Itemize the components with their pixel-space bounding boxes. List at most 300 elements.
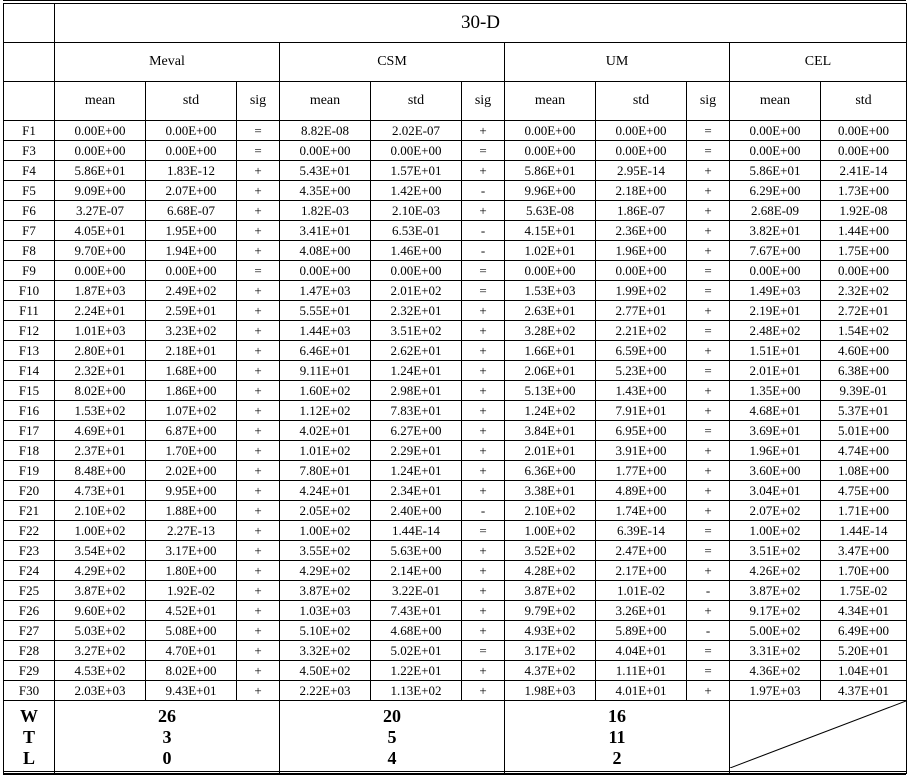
table-cell: 1.73E+00	[821, 181, 907, 201]
table-cell: +	[687, 601, 730, 621]
table-cell: 1.54E+02	[821, 321, 907, 341]
table-cell: 3.23E+02	[146, 321, 237, 341]
table-cell: 2.18E+00	[596, 181, 687, 201]
table-cell: 1.53E+03	[505, 281, 596, 301]
table-cell: 6.59E+00	[596, 341, 687, 361]
table-row	[4, 461, 907, 481]
table-cell: +	[462, 561, 505, 581]
table-cell: 3.91E+00	[596, 441, 687, 461]
table-row	[4, 421, 907, 441]
table-cell: 4.26E+02	[730, 561, 821, 581]
wtl-um-w: 16	[608, 705, 626, 726]
table-row	[4, 601, 907, 621]
table-cell: 0.00E+00	[821, 141, 907, 161]
table-cell: +	[462, 581, 505, 601]
wtl-meval-t: 3	[162, 726, 172, 747]
subheader-sig: sig	[462, 82, 505, 121]
function-label: F28	[4, 641, 55, 661]
table-cell: +	[462, 621, 505, 641]
table-cell: 2.37E+01	[55, 441, 146, 461]
table-cell: +	[462, 461, 505, 481]
table-cell: =	[687, 421, 730, 441]
table-cell: 3.84E+01	[505, 421, 596, 441]
wtl-labels	[4, 701, 55, 774]
table-cell: +	[687, 461, 730, 481]
function-label: F6	[4, 201, 55, 221]
table-cell: 2.41E-14	[821, 161, 907, 181]
table-cell: 2.06E+01	[505, 361, 596, 381]
table-cell: 4.08E+00	[280, 241, 371, 261]
table-cell: 1.13E+02	[371, 681, 462, 701]
table-cell: 3.87E+02	[730, 581, 821, 601]
table-cell: 2.36E+00	[596, 221, 687, 241]
table-cell: 6.29E+00	[730, 181, 821, 201]
table-cell: 1.03E+03	[280, 601, 371, 621]
table-cell: 3.47E+00	[821, 541, 907, 561]
table-cell: 8.82E-08	[280, 121, 371, 141]
table-cell: 3.51E+02	[371, 321, 462, 341]
table-cell: +	[237, 361, 280, 381]
table-cell: +	[237, 281, 280, 301]
table-cell: 1.00E+02	[55, 521, 146, 541]
wtl-csm-w: 20	[383, 705, 401, 726]
function-label: F22	[4, 521, 55, 541]
table-cell: 1.95E+00	[146, 221, 237, 241]
table-cell: +	[237, 221, 280, 241]
table-cell: 1.24E+02	[505, 401, 596, 421]
table-cell: -	[462, 241, 505, 261]
wtl-um	[505, 701, 730, 774]
table-row	[4, 481, 907, 501]
table-cell: 7.43E+01	[371, 601, 462, 621]
table-cell: 0.00E+00	[505, 261, 596, 281]
table-cell: 2.10E-03	[371, 201, 462, 221]
table-cell: 6.38E+00	[821, 361, 907, 381]
table-cell: +	[237, 161, 280, 181]
table-cell: 1.46E+00	[371, 241, 462, 261]
table-cell: 3.28E+02	[505, 321, 596, 341]
function-label: F18	[4, 441, 55, 461]
table-cell: +	[687, 181, 730, 201]
table-cell: =	[462, 521, 505, 541]
table-cell: 2.48E+02	[730, 321, 821, 341]
table-cell: =	[687, 521, 730, 541]
table-cell: 0.00E+00	[596, 141, 687, 161]
table-cell: 2.32E+01	[55, 361, 146, 381]
table-cell: 0.00E+00	[55, 121, 146, 141]
algorithm-header-meval: Meval	[55, 43, 280, 82]
table-cell: 3.32E+02	[280, 641, 371, 661]
table-cell: +	[687, 501, 730, 521]
table-cell: 1.96E+01	[730, 441, 821, 461]
table-cell: +	[462, 681, 505, 701]
table-cell: 3.04E+01	[730, 481, 821, 501]
table-cell: +	[237, 661, 280, 681]
table-cell: 1.22E+01	[371, 661, 462, 681]
table-cell: 2.02E-07	[371, 121, 462, 141]
table-cell: 4.37E+01	[821, 681, 907, 701]
table-cell: +	[462, 321, 505, 341]
table-cell: 4.37E+02	[505, 661, 596, 681]
function-label: F3	[4, 141, 55, 161]
table-cell: 2.62E+01	[371, 341, 462, 361]
table-cell: 0.00E+00	[730, 261, 821, 281]
table-cell: 6.49E+00	[821, 621, 907, 641]
subheader-std: std	[146, 82, 237, 121]
table-cell: 7.67E+00	[730, 241, 821, 261]
wtl-um-t: 11	[608, 726, 626, 747]
table-cell: =	[237, 141, 280, 161]
table-cell: 3.60E+00	[730, 461, 821, 481]
table-cell: 3.82E+01	[730, 221, 821, 241]
table-cell: +	[462, 341, 505, 361]
table-cell: 2.72E+01	[821, 301, 907, 321]
table-row	[4, 541, 907, 561]
table-cell: +	[237, 481, 280, 501]
table-cell: 5.86E+01	[55, 161, 146, 181]
table-cell: 9.11E+01	[280, 361, 371, 381]
subheader-sig: sig	[687, 82, 730, 121]
wtl-cel-empty	[730, 701, 907, 774]
table-cell: 0.00E+00	[730, 141, 821, 161]
table-cell: 4.01E+01	[596, 681, 687, 701]
table-cell: 1.74E+00	[596, 501, 687, 521]
table-cell: 2.34E+01	[371, 481, 462, 501]
table-cell: 1.42E+00	[371, 181, 462, 201]
table-row	[4, 181, 907, 201]
table-cell: 0.00E+00	[371, 261, 462, 281]
table-cell: 2.47E+00	[596, 541, 687, 561]
table-cell: +	[237, 181, 280, 201]
table-cell: 2.80E+01	[55, 341, 146, 361]
table-cell: 9.39E-01	[821, 381, 907, 401]
table-cell: +	[237, 601, 280, 621]
table-cell: -	[687, 621, 730, 641]
table-cell: 1.94E+00	[146, 241, 237, 261]
function-label: F14	[4, 361, 55, 381]
function-label: F26	[4, 601, 55, 621]
table-cell: 1.02E+01	[505, 241, 596, 261]
table-cell: 1.96E+00	[596, 241, 687, 261]
table-cell: 2.63E+01	[505, 301, 596, 321]
function-label: F17	[4, 421, 55, 441]
table-cell: 3.52E+02	[505, 541, 596, 561]
table-cell: 5.55E+01	[280, 301, 371, 321]
subheader-row	[4, 82, 907, 121]
table-cell: 5.43E+01	[280, 161, 371, 181]
corner-cell	[4, 43, 55, 82]
table-cell: 5.63E-08	[505, 201, 596, 221]
table-cell: 4.36E+02	[730, 661, 821, 681]
table-cell: 1.01E-02	[596, 581, 687, 601]
table-cell: 1.83E-12	[146, 161, 237, 181]
table-row	[4, 261, 907, 281]
table-cell: 9.79E+02	[505, 601, 596, 621]
table-cell: +	[462, 361, 505, 381]
algorithm-header-cel: CEL	[730, 43, 907, 82]
table-cell: 2.32E+02	[821, 281, 907, 301]
table-row	[4, 661, 907, 681]
table-cell: +	[462, 421, 505, 441]
table-cell: 4.35E+00	[280, 181, 371, 201]
table-cell: =	[687, 141, 730, 161]
table-cell: 2.07E+02	[730, 501, 821, 521]
table-cell: 0.00E+00	[55, 261, 146, 281]
table-cell: +	[462, 541, 505, 561]
table-cell: 1.66E+01	[505, 341, 596, 361]
table-cell: 0.00E+00	[730, 121, 821, 141]
table-cell: 0.00E+00	[146, 141, 237, 161]
wtl-csm-t: 5	[387, 726, 397, 747]
table-cell: -	[687, 581, 730, 601]
table-cell: 5.01E+00	[821, 421, 907, 441]
table-row	[4, 561, 907, 581]
table-cell: 2.22E+03	[280, 681, 371, 701]
table-cell: +	[687, 381, 730, 401]
subheader-mean: mean	[55, 82, 146, 121]
table-cell: 5.20E+01	[821, 641, 907, 661]
table-cell: 1.99E+02	[596, 281, 687, 301]
wtl-meval	[55, 701, 280, 774]
table-cell: 2.24E+01	[55, 301, 146, 321]
table-cell: +	[462, 441, 505, 461]
table-cell: 1.75E+00	[821, 241, 907, 261]
table-cell: 5.13E+00	[505, 381, 596, 401]
table-cell: +	[687, 221, 730, 241]
table-row	[4, 441, 907, 461]
table-cell: 4.29E+02	[55, 561, 146, 581]
table-cell: 1.44E-14	[821, 521, 907, 541]
table-cell: =	[462, 261, 505, 281]
table-cell: 6.39E-14	[596, 521, 687, 541]
table-cell: +	[237, 581, 280, 601]
table-cell: +	[687, 441, 730, 461]
table-cell: 1.00E+02	[730, 521, 821, 541]
table-cell: 8.02E+00	[146, 661, 237, 681]
table-cell: 3.55E+02	[280, 541, 371, 561]
table-cell: 1.24E+01	[371, 461, 462, 481]
function-label: F15	[4, 381, 55, 401]
table-cell: 1.88E+00	[146, 501, 237, 521]
table-cell: 4.93E+02	[505, 621, 596, 641]
table-row	[4, 321, 907, 341]
table-cell: 5.89E+00	[596, 621, 687, 641]
table-cell: 3.17E+00	[146, 541, 237, 561]
subheader-std: std	[371, 82, 462, 121]
table-cell: +	[687, 681, 730, 701]
table-cell: +	[237, 381, 280, 401]
table-cell: 4.29E+02	[280, 561, 371, 581]
table-row	[4, 401, 907, 421]
table-cell: 1.70E+00	[821, 561, 907, 581]
table-cell: 1.60E+02	[280, 381, 371, 401]
table-cell: 0.00E+00	[821, 121, 907, 141]
table-cell: +	[237, 641, 280, 661]
table-cell: 1.01E+03	[55, 321, 146, 341]
subheader-std: std	[821, 82, 907, 121]
table-cell: 1.82E-03	[280, 201, 371, 221]
function-label: F19	[4, 461, 55, 481]
table-cell: 3.17E+02	[505, 641, 596, 661]
table-cell: +	[237, 421, 280, 441]
table-cell: 7.80E+01	[280, 461, 371, 481]
table-cell: +	[237, 521, 280, 541]
table-cell: 4.60E+00	[821, 341, 907, 361]
table-cell: =	[237, 261, 280, 281]
table-cell: 4.53E+02	[55, 661, 146, 681]
table-row	[4, 241, 907, 261]
table-cell: =	[687, 541, 730, 561]
table-cell: 4.05E+01	[55, 221, 146, 241]
table-cell: =	[237, 121, 280, 141]
table-cell: 6.46E+01	[280, 341, 371, 361]
table-cell: 9.70E+00	[55, 241, 146, 261]
subheader-mean: mean	[505, 82, 596, 121]
table-cell: +	[237, 501, 280, 521]
subheader-mean: mean	[730, 82, 821, 121]
table-cell: 1.80E+00	[146, 561, 237, 581]
table-cell: 4.02E+01	[280, 421, 371, 441]
table-cell: +	[237, 201, 280, 221]
table-cell: 3.31E+02	[730, 641, 821, 661]
table-row	[4, 221, 907, 241]
table-cell: 3.87E+02	[280, 581, 371, 601]
table-cell: 1.70E+00	[146, 441, 237, 461]
table-cell: 3.27E-07	[55, 201, 146, 221]
table-cell: 2.27E-13	[146, 521, 237, 541]
table-cell: +	[462, 481, 505, 501]
table-cell: 2.17E+00	[596, 561, 687, 581]
table-cell: 2.59E+01	[146, 301, 237, 321]
table-cell: 4.74E+00	[821, 441, 907, 461]
table-cell: 7.83E+01	[371, 401, 462, 421]
table-row	[4, 341, 907, 361]
table-cell: 4.68E+00	[371, 621, 462, 641]
function-label: F20	[4, 481, 55, 501]
table-cell: +	[462, 381, 505, 401]
function-label: F25	[4, 581, 55, 601]
table-cell: 3.54E+02	[55, 541, 146, 561]
table-cell: 6.36E+00	[505, 461, 596, 481]
table-cell: +	[237, 301, 280, 321]
table-cell: 5.03E+02	[55, 621, 146, 641]
table-cell: 2.10E+02	[505, 501, 596, 521]
table-cell: 4.28E+02	[505, 561, 596, 581]
table-cell: 4.15E+01	[505, 221, 596, 241]
table-cell: =	[687, 661, 730, 681]
table-cell: 5.23E+00	[596, 361, 687, 381]
table-row	[4, 681, 907, 701]
table-cell: 3.26E+01	[596, 601, 687, 621]
wtl-csm	[280, 701, 505, 774]
table-cell: 1.98E+03	[505, 681, 596, 701]
table-cell: 2.10E+02	[55, 501, 146, 521]
table-cell: 2.19E+01	[730, 301, 821, 321]
function-label: F30	[4, 681, 55, 701]
table-cell: -	[462, 181, 505, 201]
table-cell: 4.24E+01	[280, 481, 371, 501]
table-row	[4, 141, 907, 161]
table-cell: 3.87E+02	[505, 581, 596, 601]
table-cell: 1.86E+00	[146, 381, 237, 401]
table-cell: =	[462, 281, 505, 301]
table-cell: 1.24E+01	[371, 361, 462, 381]
table-cell: 4.52E+01	[146, 601, 237, 621]
function-label: F9	[4, 261, 55, 281]
table-cell: 0.00E+00	[280, 141, 371, 161]
wtl-label-t: T	[22, 726, 35, 747]
table-cell: +	[237, 321, 280, 341]
table-cell: 2.07E+00	[146, 181, 237, 201]
algorithm-header-um: UM	[505, 43, 730, 82]
table-cell: 1.04E+01	[821, 661, 907, 681]
table-row	[4, 521, 907, 541]
function-label: F27	[4, 621, 55, 641]
table-cell: +	[237, 401, 280, 421]
table-cell: 1.44E+00	[821, 221, 907, 241]
table-cell: 6.27E+00	[371, 421, 462, 441]
table-cell: 4.73E+01	[55, 481, 146, 501]
table-cell: 1.92E-02	[146, 581, 237, 601]
table-cell: 0.00E+00	[505, 141, 596, 161]
table-cell: 2.40E+00	[371, 501, 462, 521]
function-label: F23	[4, 541, 55, 561]
table-row	[4, 501, 907, 521]
table-cell: 5.63E+00	[371, 541, 462, 561]
table-cell: 1.77E+00	[596, 461, 687, 481]
table-cell: +	[237, 621, 280, 641]
table-cell: 2.32E+01	[371, 301, 462, 321]
table-cell: 9.17E+02	[730, 601, 821, 621]
function-label: F21	[4, 501, 55, 521]
table-cell: +	[237, 681, 280, 701]
table-cell: 3.51E+02	[730, 541, 821, 561]
table-cell: 3.41E+01	[280, 221, 371, 241]
table-cell: 2.01E+01	[730, 361, 821, 381]
table-cell: 5.10E+02	[280, 621, 371, 641]
table-cell: -	[462, 221, 505, 241]
table-cell: 3.38E+01	[505, 481, 596, 501]
table-cell: 0.00E+00	[505, 121, 596, 141]
table-cell: 4.50E+02	[280, 661, 371, 681]
table-cell: 3.27E+02	[55, 641, 146, 661]
function-label: F4	[4, 161, 55, 181]
table-cell: 1.07E+02	[146, 401, 237, 421]
table-cell: 2.98E+01	[371, 381, 462, 401]
table-cell: 0.00E+00	[146, 121, 237, 141]
function-label: F11	[4, 301, 55, 321]
table-cell: 1.44E+03	[280, 321, 371, 341]
table-cell: 4.75E+00	[821, 481, 907, 501]
table-cell: 1.47E+03	[280, 281, 371, 301]
table-row	[4, 621, 907, 641]
table-cell: 1.08E+00	[821, 461, 907, 481]
table-cell: 2.21E+02	[596, 321, 687, 341]
table-cell: +	[462, 121, 505, 141]
table-cell: 9.60E+02	[55, 601, 146, 621]
wtl-meval-l: 0	[162, 747, 172, 768]
table-cell: +	[687, 161, 730, 181]
table-cell: +	[687, 341, 730, 361]
table-cell: 2.01E+01	[505, 441, 596, 461]
table-cell: 1.71E+00	[821, 501, 907, 521]
function-label: F12	[4, 321, 55, 341]
table-cell: 3.87E+02	[55, 581, 146, 601]
table-cell: =	[687, 321, 730, 341]
table-cell: +	[237, 541, 280, 561]
table-row	[4, 121, 907, 141]
table-cell: 0.00E+00	[371, 141, 462, 161]
